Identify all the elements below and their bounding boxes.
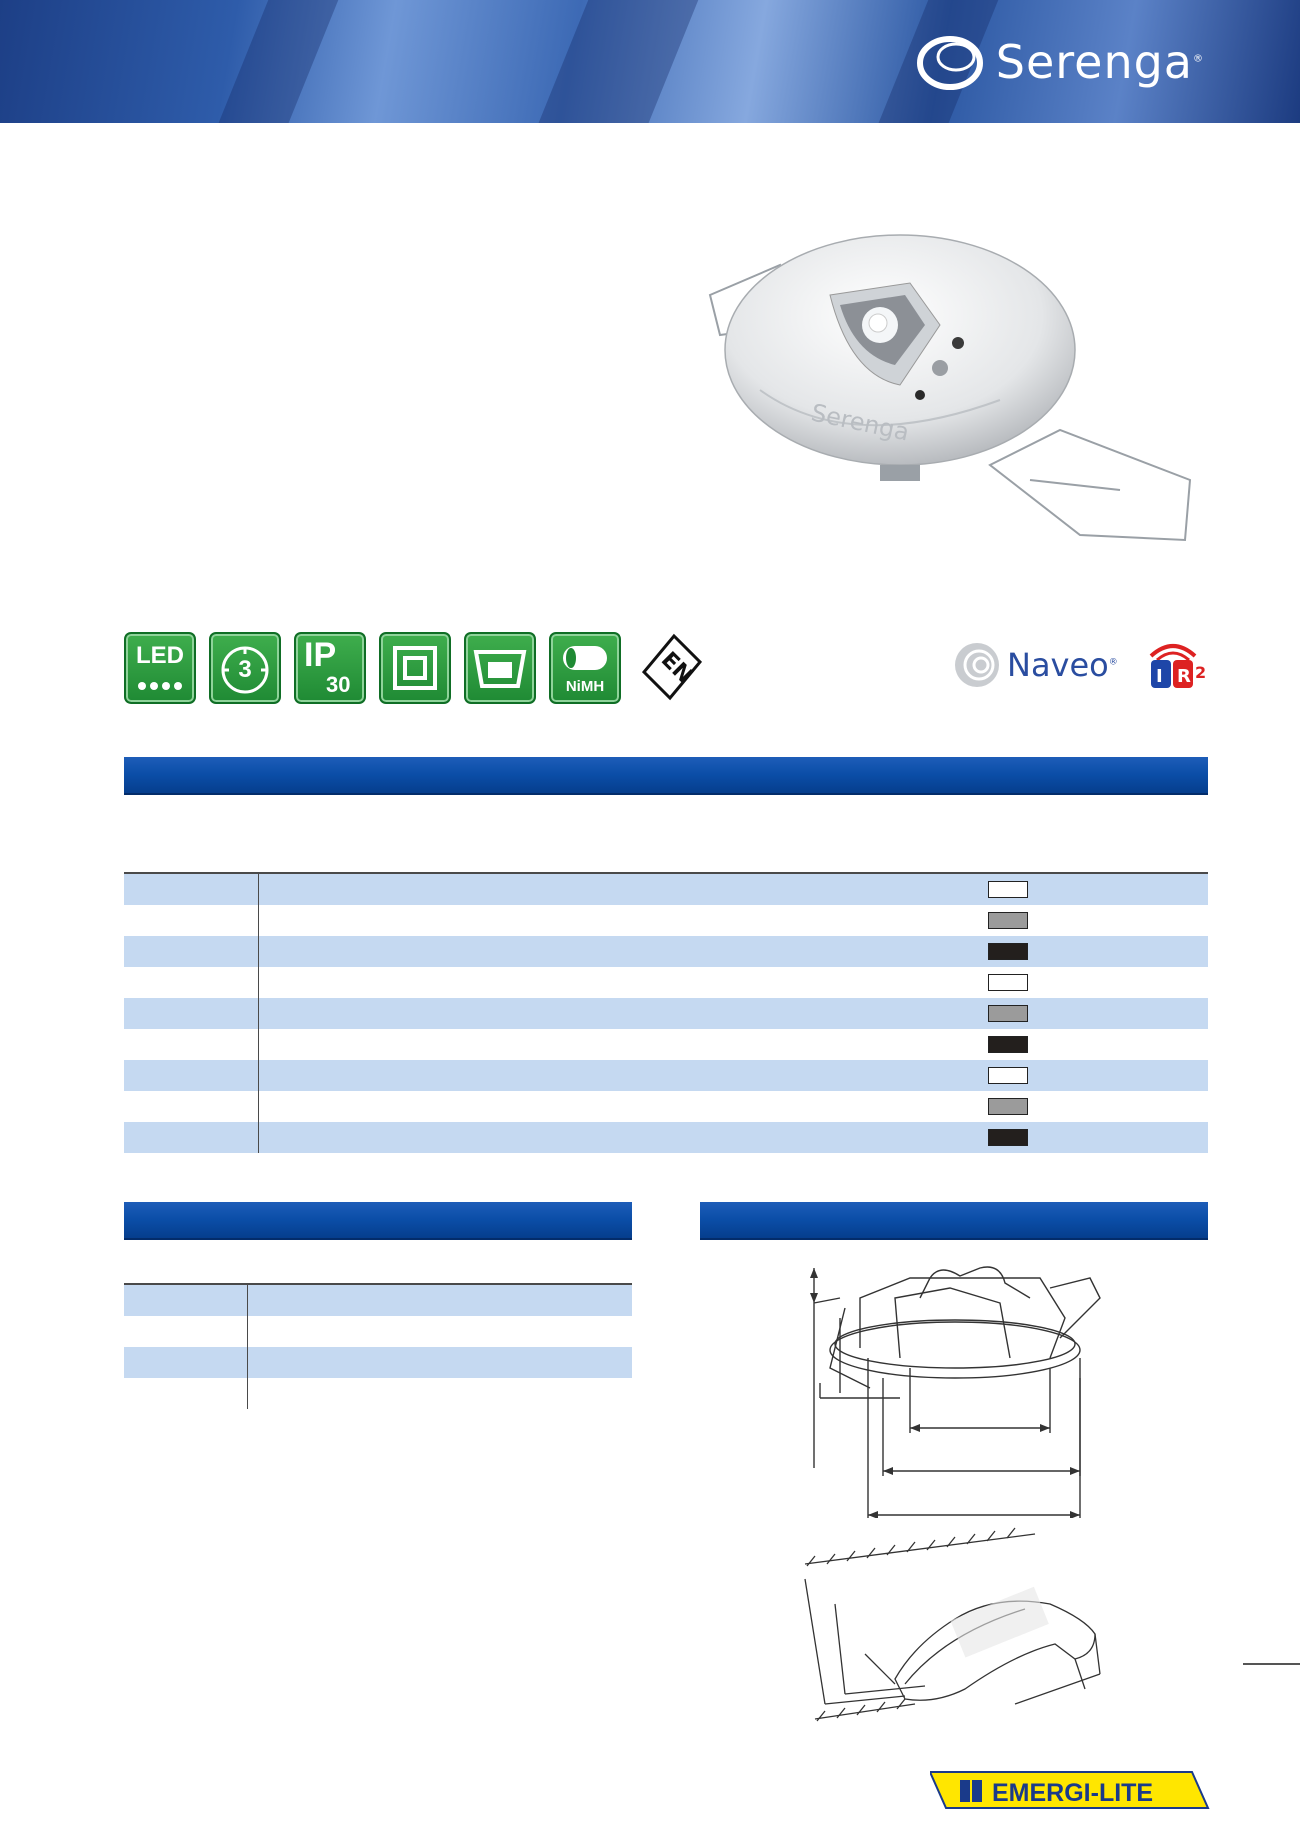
colour-swatch-grey: [988, 1005, 1028, 1022]
led-icon-label: LED: [136, 642, 184, 669]
product-photo: [700, 225, 1220, 555]
section-bar-variants: [124, 757, 1208, 795]
variant-row: [124, 936, 1208, 967]
brand-logo: [916, 22, 1204, 102]
nimh-battery-icon: [549, 632, 621, 704]
en-mark-icon: [634, 632, 706, 704]
colour-swatch-black: [988, 1036, 1028, 1053]
emergi-lite-logo: [930, 1770, 1210, 1810]
emergi-lite-text: EMERGI-LITE: [992, 1779, 1154, 1807]
svg-text:I: I: [1156, 666, 1163, 687]
naveo-text: Naveo: [1007, 646, 1109, 684]
double-square-icon: [381, 634, 449, 702]
ip-label: IP: [304, 636, 337, 674]
spec-row: [124, 1284, 632, 1316]
colour-swatch-grey: [988, 912, 1028, 929]
banner-stripe: [204, 0, 347, 123]
svg-text:Serenga: Serenga: [808, 398, 912, 447]
banner-stripe: [524, 0, 707, 123]
spec-row: [124, 1378, 632, 1409]
header-banner: [0, 0, 1300, 123]
svg-text:R: R: [1177, 666, 1191, 687]
specs-table: [124, 1283, 632, 1409]
dimension-drawing-side: [795, 1524, 1125, 1724]
feature-icons: [124, 632, 706, 704]
spec-row: [124, 1316, 632, 1347]
class-ii-icon: [379, 632, 451, 704]
brand-name: Serenga: [995, 35, 1193, 89]
led-icon: [124, 632, 196, 704]
colour-swatch-white: [988, 974, 1028, 991]
nimh-label: NiMH: [565, 678, 605, 695]
recessed-icon: [466, 634, 534, 702]
ir2-logo: [1143, 638, 1209, 696]
ip-rating: 30: [326, 672, 351, 697]
brand-registered: ®: [1193, 53, 1204, 65]
section-bar-specs: [124, 1202, 632, 1240]
naveo-registered: ®: [1108, 657, 1118, 668]
variant-row: [124, 998, 1208, 1029]
page-edge-marker: [1243, 1663, 1300, 1665]
variant-row: [124, 1122, 1208, 1153]
en-mark-label: EN: [655, 647, 698, 689]
brand-swirl-icon: [916, 27, 990, 97]
duration-label: 3: [238, 656, 252, 683]
ip30-icon: [294, 632, 366, 704]
led-dots: [126, 678, 194, 698]
naveo-logo: [953, 641, 1118, 689]
colour-swatch-white: [988, 1067, 1028, 1084]
svg-text:2: 2: [1195, 663, 1207, 682]
colour-swatch-white: [988, 881, 1028, 898]
variant-row: [124, 1029, 1208, 1060]
variant-row: [124, 1091, 1208, 1122]
variant-row: [124, 967, 1208, 998]
battery-icon: [551, 642, 619, 682]
dimension-drawing-front: [800, 1258, 1110, 1518]
variant-row: [124, 873, 1208, 905]
spec-row: [124, 1347, 632, 1378]
naveo-swirl-icon: [953, 641, 1001, 689]
colour-swatch-black: [988, 1129, 1028, 1146]
duration-3h-icon: [209, 632, 281, 704]
variant-row: [124, 905, 1208, 936]
colour-swatch-black: [988, 943, 1028, 960]
recessed-mount-icon: [464, 632, 536, 704]
variant-row: [124, 1060, 1208, 1091]
variants-table: [124, 872, 1208, 1153]
section-bar-dimensions: [700, 1202, 1208, 1240]
colour-swatch-grey: [988, 1098, 1028, 1115]
